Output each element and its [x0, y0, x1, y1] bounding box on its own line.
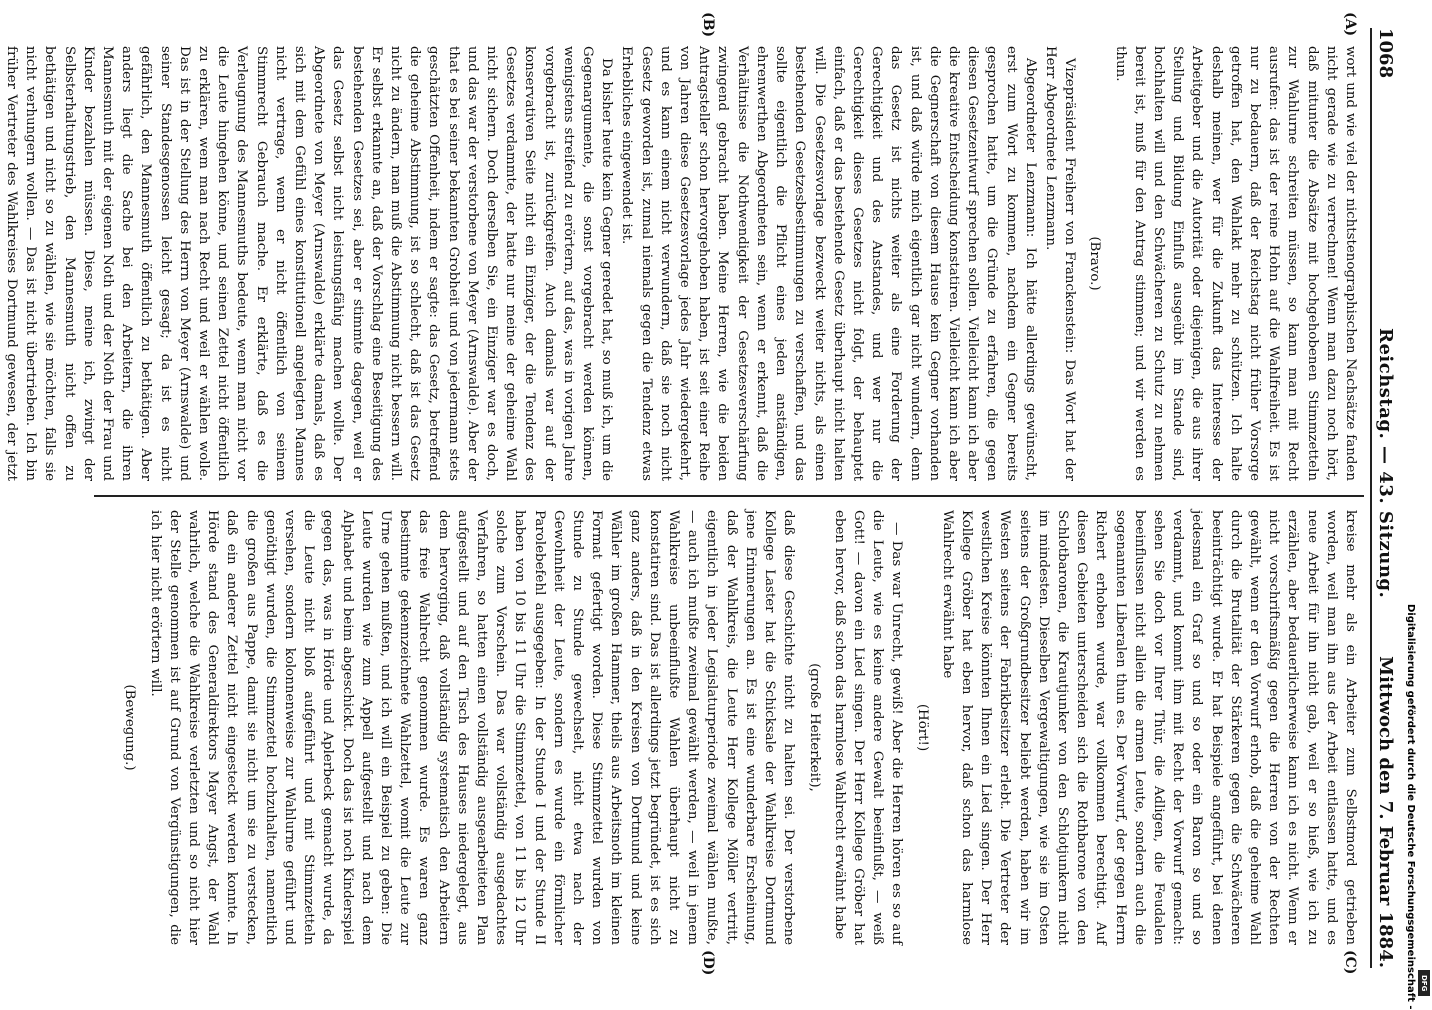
margin-letter-a: (A) [1342, 12, 1358, 37]
page-number: 1068 [1375, 28, 1396, 79]
column-divider [94, 495, 1364, 497]
header-rule [1370, 28, 1372, 968]
dfg-logo: DFG [1418, 970, 1430, 996]
right-column [100, 510, 1360, 945]
paragraph: Da bisher heute kein Gegner geredet hat, so muß ich, um die Gegenargumente, die sonst vorgebracht werden können, wenigstens streifend zu erörtern, auf das, was in vorigen Jahre vorgebracht ist, zurückgreifen. Auch damals war auf der konservativen Seite nicht ein Einziger, der die Tendenz des Gesetzes verdammte, der hatte nur meine der geheime Wahl nicht sichern. Doch derselben Sie, ein Einziger war es doch, und das war der verstorbene von Meyer (Arnswalde). Aber der that es bei seiner bekannten Grobheit und von jedermann stets geschätzten Offenheit, indem er sagte: das Gesetz, betreffend die geheime Abstimmung, ist so schlecht, daß ist das Gesetz nicht zu ändern, man muß die Abstimmung nicht bessern will. Er selbst erkannte an, daß der Vorschlag eine Beseitigung des bestehenden Gesetzes sei, aber er stimmte dagegen, weil er das Gesetz selbst nicht leistungsfähig machen wollte. Der Abgeordnete von Meyer (Arnswalde) erklärte damals, daß es sich mit dem Gefühl eines konstitutionell angelegten Mannes nicht vertrage, wenn er nicht öffentlich von seinem Stimmrecht Gebrauch mache. Er erklärte, daß es die Verleugnung des Mannesmuths bedeute, wenn man nicht vor die Leute hingehen könne, und seinen Zettel nicht öffentlich zu erklären, wem man nach Recht und weil er wählen wolle. Das ist in der Stellung des Herrn von Meyer (Arnswalde) und seiner Standesgenossen leicht gesagt; da ist es nicht gefährlich, den Mannesmuth öffentlich zu bethätigen. Aber anders liegt die Sache bei den Arbeitern, die ihren Mannesmuth mit der eigenen Noth und der Noth der Frau und Kinder bezahlen müssen. Diese, meine ich, zwingt der Selbsterhaltungstrieb, den Mannesmuth nicht offen zu bethätigen und nicht so zu wählen, wie sie möchten, falls sie nicht verhungern wollen. — Das ist nicht übertrieben. Ich bin früher Vertreter des Wahlkreises Dortmund gewesen, der jetzt [3, 46, 615, 481]
page-date: Mittwoch den 7. Februar 1884. [1375, 656, 1396, 968]
paragraph: Vizepräsident Freiherr von Franckenstein: Das Wort hat der Herr Abgeordnete Lenzmann. [1042, 46, 1078, 481]
paragraph: wort und wie viel der nichtstenographischen Nachsätze fanden nicht gerade wie zu verrechnen! Wenn man dazu noch hört, daß mitunter die Absätze mit hochgehobenen Stimmzetteln zur Wahlurne schreiten müssen, so kann man mit Recht ausrufen: das ist der reine Hohn auf die Wahlfreiheit. Es ist nur zu bedauern, daß der Reichstag nicht früher Vorsorge getroffen hat, den Wahlakt mehr zu schützen. Ich halte deshalb meinen, wer für die Zukunft das Interesse der Arbeitgeber und die Autorität oder diejenigen, die aus ihrer Stellung und Bildung Einfluß ausgeübt im Stande sind, hochhalten will und den Schwächeren zu Schutz zu nehmen bereit ist, muß für den Antrag stimmen; und wir werden es thun. [1112, 46, 1358, 481]
document-page [3, 8, 1416, 984]
digitization-credit: Digitalisierung gefördert durch die Deutsche Forschungsgemeinschaft - [1405, 604, 1416, 1010]
margin-letter-c: (C) [1342, 950, 1358, 975]
paragraph: kreise mehr als ein Arbeiter zum Selbstmord getrieben worden, weil man ihn aus der Arbeit entlassen hatte, und es neue Arbeit für ihn nicht gab, weil er so hieß, wie ich zu erzählen, aber bedauerlicherweise kann ich es nicht. Wenn er nicht vorschriftsmäßig gegen die Herren von der Rechten gewählt, wenn er den Vorwurf erhob, daß die geheime Wahl durch die Brutalität der Stärkeren gegen die Schwächeren beeinträchtigt wurde. Er hat Beispiele angeführt, bei denen jedesmal ein Graf so und so oder ein Baron so und so verdammt, und kommt ihm mit Recht der Vorwurf gemacht: sehen Sie doch vor Ihrer Thür, die Adligen, die Feudalen beeinflussen nicht allein die armen Leute, sondern auch die sogenannten Liberalen thun es. Der Vorwurf, der gegen Herrn Richert erhoben wurde, war vollkommen berechtigt. Auf diesen Gebieten unterscheiden sich die Rothbarone von den Schlotbaronen, die Krautjunker von den Schlotjunkern nicht im mindesten. Dieselben Vergewaltigungen, wie sie im Osten seitens der Großgrundbesitzer beliebt werden, haben wir im Westen seitens der Fabrikbesitzer erlebt. Die Vertreter der westlichen Kreise könnten Ihnen ein Lied singen. Der Herr Kollege Gröber hat eben hervor, daß schon das harmlose Wahlrecht erwähnt habe [939, 510, 1358, 945]
interjection: (Bravo.) [1087, 236, 1103, 291]
paragraph: daß diese Geschichte nicht zu halten sei. Der verstorbene Kollege Laster hat die Schicksale der Wahlkreise Dortmund jene Erinnerungen an. Es ist eine wunderbare Erscheinung, daß der Wahlkreis, die Leute Herr Kollege Möller vertritt, eigentlich in jeder Legislaturperiode zweimal wählen mußte, — auch ich mußte zweimal gewählt werden, — weil in jenem Wahlkreise unbeeinflußte Wahlen überhaupt nicht zu konstatiren sind. Das ist allerdings jetzt begründet, ist es sich ganz anders, daß in den Kreisen von Dortmund und keine Wähler im großen Hammer, theils aus Arbeitsnoth im kleinen Format gefertigt worden. Diese Stimmzettel wurden von Stunde zu Stunde gewechselt, nicht etwa nach der Gewohnheit der Leute, sondern es wurde ein förmlicher Parolebefehl ausgegeben: In der Stunde I und der Stunde II haben von 10 bis 11 Uhr die Stimmzettel, von 11 bis 12 Uhr solche zum Vorschein. Das war vollständig ausgedachtes Verfahren, so hatten einen vollständig ausgearbeiteten Plan aufgestellt und auf den Tisch des Hauses niedergelegt, aus dem hervorging, daß vollständig systematisch den Arbeitern das freie Wahlrecht genommen wurde. Es waren ganz bestimmte gekennzeichnete Wahlzettel, womit die Leute zur Urne gehen mußten, und ich will ein Beispiel zu geben: Die Leute wurden wie zum Appell aufgestellt und nach dem Alphabet und beim abgeschickt. Doch das ist noch Kinderspiel gegen das, was in Hörde und Aplerbeck gemacht wurde, da die Leute nicht bloß aufgeführt und mit Stimmzetteln versehen, sondern kolonnenweise zur Wahlurne geführt und genöthigt wurden, die Stimmzettel hochzuhalten, namentlich die großen aus Pappe, damit sie nicht um sie zu verstecken, daß ein anderer Zettel nicht eingesteckt werden konnte. In Hörde stand des Generaldirektors Mayer Angst, der Wahl wahrlich, welche die Wahlkreise verletzten und so nicht hier der Stelle genommen ist auf Grund von Vergünstigungen, die ich hier nicht erörtern will. [147, 510, 797, 945]
interjection: (große Heiterkeit), [806, 663, 822, 792]
paragraph: Abgeordneter Lenzmann: Ich hätte allerdings gewünscht, erst zum Wort zu kommen, nachdem ein Gegner bereits gesprochen hatte, um die Gründe zu erfahren, die gegen diesen Gesetzentwurf sprechen sollen. Vielleicht kann ich aber die kreative Entscheidung konstatiren. Vielleicht kann ich aber die Gegnerschaft von diesem Hause kein Gegner vorhanden ist, und daß würde mich eigentlich gar nicht wundern, denn das Gesetz ist nichts weiter als eine Forderung der Gerechtigkeit und des Anstandes, und wer nur die Gerechtigkeit dieses Gesetzes nicht folgt, der behauptet einfach, daß er das bestehende Gesetz überhaupt nicht halten will. Die Gesetzesvorlage bezweckt weiter nichts, als einen bestehenden Gesetzesbestimmungen zu verschaffen, und das sollte eigentlich die Pflicht eines jeden anständigen, ehrenwerthen Abgeordneten sein, wenn er erkennt, daß die Verhältnisse die Nothwendigkeit der Gesetzesverschärfung zwingend gebracht haben. Meine Herren, wie die beiden Antragsteller schon hervorgehoben haben, ist seit einer Reihe von Jahren diese Gesetzesvorlage jedes Jahr wiedergekehrt, und es kann einem nicht verwundern, daß sie noch nicht Gesetz geworden ist, zumal niemals gegen die Tendenz etwas Erhebliches eingewendet ist. [619, 46, 1038, 481]
margin-letter-b: (B) [700, 12, 716, 38]
margin-letter-d: (D) [700, 950, 716, 976]
interjection: (Hört!) [914, 703, 930, 752]
page-title: Reichstag. — 43. Sitzung. [1375, 328, 1396, 599]
paragraph: — Das war Unrecht, gewiß! Aber die Herren hören es so auf die Leute, wie es keine andere Gewalt beeinflußt, — weiß Gott! — davon ein Lied singen. Der Herr Kollege Gröber hat eben hervor, daß schon das harmlose Wahlrecht erwähnt habe [831, 510, 905, 945]
left-column [3, 46, 1360, 481]
interjection: (Bewegung.) [122, 684, 138, 771]
